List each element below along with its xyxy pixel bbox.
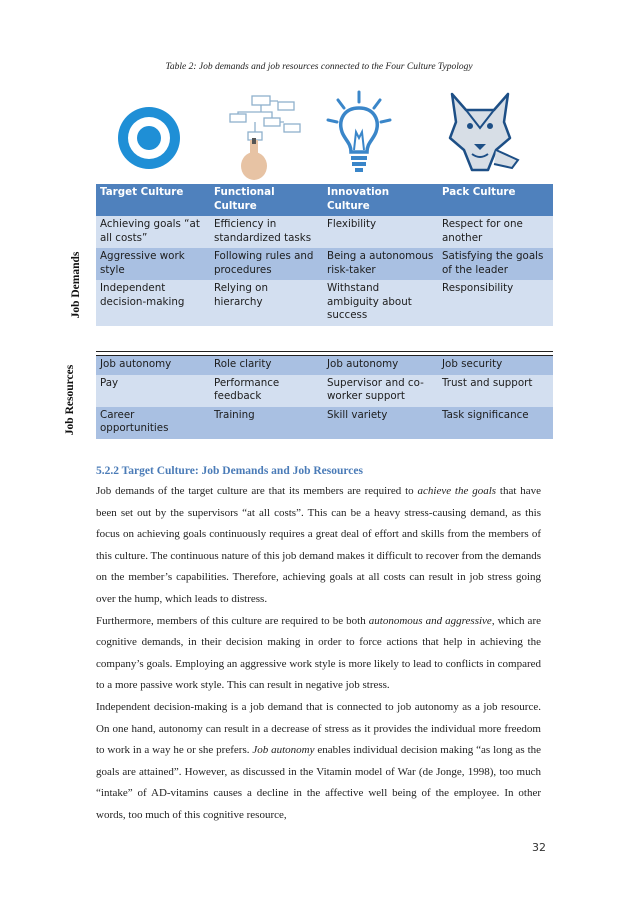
demand-row (96, 280, 553, 326)
table-cell: Responsibility (438, 280, 553, 326)
table-cell: Following rules and procedures (210, 248, 323, 280)
header-target-culture: Target Culture (96, 184, 210, 216)
demand-row (96, 248, 553, 280)
table-cell: Job autonomy (323, 356, 438, 375)
table-caption: Table 2: Job demands and job resources connected to the Four Culture Typology (165, 62, 473, 72)
table-cell: Supervisor and co-worker support (323, 375, 438, 407)
paragraph: Furthermore, members of this culture are required to be both autonomous and aggressive, which are cognitive demands, in their decision making in order to force actions that help in achieving the company’s goals. Employing an aggressive work style is more likely to lead to conflicts in compared to a more passive work style. This can result in negative job stress. (96, 614, 541, 692)
header-pack-culture: Pack Culture (438, 184, 553, 216)
table-cell: Withstand ambiguity about success (323, 280, 438, 326)
body-text (96, 481, 541, 827)
resource-row (96, 375, 553, 407)
table-cell: Independent decision-making (96, 280, 210, 326)
lightbulb-icon (324, 88, 394, 180)
table-cell: Skill variety (323, 407, 438, 439)
demand-row (96, 216, 553, 248)
table-cell: Job autonomy (96, 356, 210, 375)
table-cell: Role clarity (210, 356, 323, 375)
culture-icons (96, 88, 554, 178)
table-cell: Career opportunities (96, 407, 210, 439)
table-cell: Being a autonomous risk-taker (323, 248, 438, 280)
table-cell: Aggressive work style (96, 248, 210, 280)
job-demands-table (96, 184, 553, 326)
table-cell: Task significance (438, 407, 553, 439)
table-cell: Efficiency in standardized tasks (210, 216, 323, 248)
resource-row (96, 407, 553, 439)
table-cell: Training (210, 407, 323, 439)
table-cell: Performance feedback (210, 375, 323, 407)
table-cell: Respect for one another (438, 216, 553, 248)
paragraph: Independent decision-making is a job demand that is connected to job autonomy as a job resource. On one hand, autonomy can result in a decrease of stress as it provides the individual more freedom to work in a way he or she prefers. Job autonomy enables individual decision making “as long as the goals are attained”. However, as discussed in the Vitamin model of War (de Jonge, 1998), too much “intake” of AD-vitamins causes a decline in the affective well being of the employee. In other words, too much of this cognitive resource, (96, 700, 542, 821)
table-cell: Satisfying the goals of the leader (438, 248, 553, 280)
page-number: 32 (532, 841, 546, 854)
org-chart-icon (218, 88, 308, 180)
target-icon (114, 88, 184, 172)
table-cell: Relying on hierarchy (210, 280, 323, 326)
section-heading: 5.2.2 Target Culture: Job Demands and Job Resources (96, 465, 363, 477)
table-cell: Flexibility (323, 216, 438, 248)
table-cell: Achieving goals “at all costs” (96, 216, 210, 248)
header-functional-culture: Functional Culture (210, 184, 323, 216)
job-resources-label: Job Resources (64, 364, 76, 436)
job-resources-table (96, 356, 553, 439)
paragraph: Job demands of the target culture are that its members are required to achieve the goals that have been set out by the supervisors “at all costs”. This can be a heavy stress-causing demand, as this focus on achieving goals continuously requires a great deal of effort and skills from the members of this culture. The continuous nature of this job demand makes it difficult to recover from the demands on the member’s capabilities. Therefore, achieving goals at all costs can result in job stress going over the hump, which leads to distress. (96, 485, 541, 605)
table-cell: Pay (96, 375, 210, 407)
resource-row (96, 356, 553, 375)
job-demands-label: Job Demands (70, 251, 82, 319)
wolf-icon (438, 88, 524, 180)
table-header-row (96, 184, 553, 216)
header-innovation-culture: Innovation Culture (323, 184, 438, 216)
table-cell: Job security (438, 356, 553, 375)
table-cell: Trust and support (438, 375, 553, 407)
